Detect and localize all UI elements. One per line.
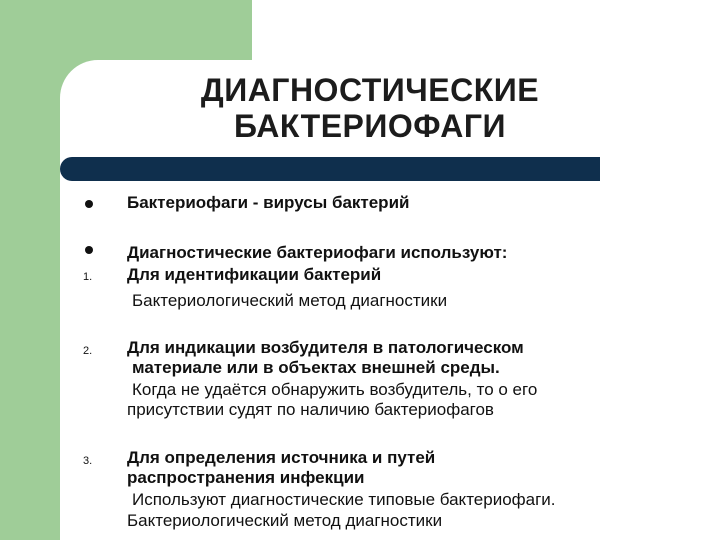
item-3-heading-line-2: распространения инфекции [127,468,365,487]
item-2-body-line-1: Когда не удаётся обнаружить возбудитель, то о его [132,380,538,399]
item-number-1: 1. [83,271,93,283]
title-divider-bar [60,157,600,181]
item-number-2: 2. [83,345,93,357]
item-3-body-line-2: Бактериологический метод диагностики [127,511,443,530]
item-3-heading-line-1: Для определения источника и путей [127,448,436,467]
item-2-body-line-2: присутствии судят по наличию бактериофагов [127,400,494,419]
item-2-heading-line-2: материале или в объектах внешней среды. [132,358,500,377]
bullet-marker [85,200,93,208]
item-2-heading-line-1: Для индикации возбудителя в патологическом [127,338,524,357]
item-3-body-line-1: Используют диагностические типовые бактериофаги. [132,490,556,509]
bullet-text-2: Диагностические бактериофаги используют: [127,243,508,262]
bullet-text-1: Бактериофаги - вирусы бактерий [127,193,410,212]
title-line-1: ДИАГНОСТИЧЕСКИЕ [200,72,540,108]
item-1-body: Бактериологический метод диагностики [132,291,448,310]
title-line-2: БАКТЕРИОФАГИ [233,108,507,144]
item-number-3: 3. [83,455,93,467]
slide-title [130,72,610,144]
bullet-marker [85,246,93,254]
item-1-heading: Для идентификации бактерий [127,265,382,284]
